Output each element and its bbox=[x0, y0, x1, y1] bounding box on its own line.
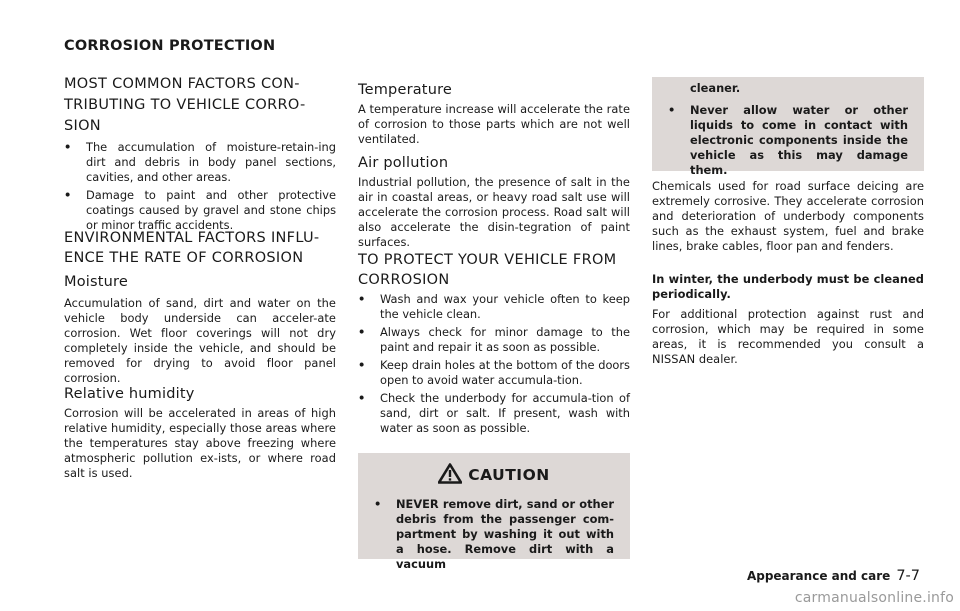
page-footer bbox=[747, 568, 920, 584]
list-item: cleaner. bbox=[690, 81, 741, 95]
footer-page-number: 7-7 bbox=[896, 568, 920, 584]
heading-temperature: Temperature bbox=[358, 82, 453, 98]
moisture-text: Accumulation of sand, dirt and water on the vehicle body underside can acceler-ate corrosion. Wet floor coverings will not dry completely inside the vehicle, and should be removed for drying to avoid floor panel corrosion. bbox=[64, 296, 336, 385]
heading-protect-vehicle: TO PROTECT YOUR VEHICLE FROM CORROSION bbox=[358, 252, 617, 288]
watermark: carmanualsonline.info bbox=[794, 590, 954, 606]
heading-air-pollution: Air pollution bbox=[358, 155, 449, 171]
humidity-text: Corrosion will be accelerated in areas of high relative humidity, especially those areas where the temperatures stay above freezing where atmospheric pollution ex-ists, or where road salt is used. bbox=[64, 406, 336, 480]
list-item: • Damage to paint and other protective coatings caused by gravel and stone chips or minor traffic accidents. bbox=[64, 188, 336, 232]
list-item: • Always check for minor damage to the paint and repair it as soon as possible. bbox=[358, 325, 630, 354]
list-item: • Check the underbody for accumula-tion of sand, dirt or salt. If present, wash with water as soon as possible. bbox=[358, 391, 630, 435]
list-item: • NEVER remove dirt, sand or other debris from the passenger com-partment by washing it out with a hose. Remove dirt with a vacuum bbox=[374, 497, 614, 571]
list-item: • Never allow water or other liquids to come in contact with electronic components inside the vehicle as this may damage them. bbox=[668, 103, 908, 177]
temperature-text: A temperature increase will accelerate the rate of corrosion to those parts which are not well ventilated. bbox=[358, 102, 630, 146]
caution-list bbox=[358, 497, 630, 572]
air-pollution-text: Industrial pollution, the presence of salt in the air in coastal areas, or heavy road salt use will accelerate the corrosion process. Road salt will also accelerate the disin-tegration of paint surfaces. bbox=[358, 175, 630, 249]
common-factors-list bbox=[64, 140, 336, 236]
protect-list bbox=[358, 292, 630, 439]
footer-section: Appearance and care bbox=[746, 569, 891, 583]
list-item: • Keep drain holes at the bottom of the doors open to avoid water accumula-tion. bbox=[358, 358, 630, 387]
heading-relative-humidity: Relative humidity bbox=[64, 386, 195, 402]
chemicals-text: Chemicals used for road surface deicing are extremely corrosive. They accelerate corrosion and deterioration of underbody components such as the exhaust system, fuel and brake lines, brake cables, floor pan and fenders. bbox=[652, 179, 924, 253]
heading-common-factors: MOST COMMON FACTORS CON- TRIBUTING TO VEHICLE CORRO- SION bbox=[64, 76, 306, 134]
caution-box-continued bbox=[652, 77, 924, 177]
caution-label: CAUTION bbox=[468, 466, 550, 484]
caution-header bbox=[358, 453, 630, 497]
additional-protection-text: For additional protection against rust and corrosion, which may be required in some areas, it is recommended you consult a NISSAN dealer. bbox=[652, 307, 924, 366]
list-item: • The accumulation of moisture-retain-ing dirt and debris in body panel sections, cavities, and other areas. bbox=[64, 140, 336, 184]
list-item: • Wash and wax your vehicle often to keep the vehicle clean. bbox=[358, 292, 630, 321]
caution-list-continued bbox=[652, 77, 924, 178]
winter-text: In winter, the underbody must be cleaned periodically. bbox=[652, 272, 924, 301]
warning-triangle-icon bbox=[438, 463, 462, 488]
heading-moisture: Moisture bbox=[64, 274, 129, 290]
heading-environmental-factors: ENVIRONMENTAL FACTORS INFLU- ENCE THE RATE OF CORROSION bbox=[64, 230, 320, 266]
section-title: CORROSION PROTECTION bbox=[64, 38, 276, 54]
caution-box bbox=[358, 453, 630, 571]
